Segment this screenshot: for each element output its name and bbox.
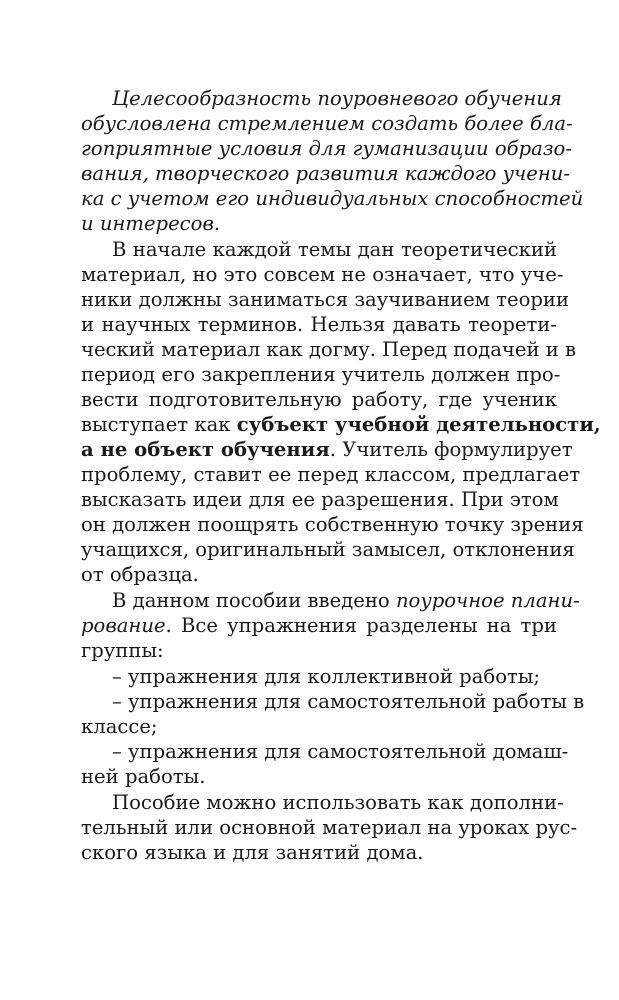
text-line: ческий материал как догму. Перед подачей и в [81,338,577,361]
text-line: вести подготовительную работу, где ученик [81,388,557,411]
text-line: он должен поощрять собственную точку зрения [81,513,584,536]
text-line: высказать идеи для ее разрешения. При этом [81,488,559,511]
text-line: тельный или основной материал на уроках рус- [81,816,578,839]
text-line: обусловлена стремлением создать более бла- [81,112,573,135]
text-segment: . Учитель формулирует [329,438,573,461]
text-line: ка с учетом его индивидуальных способностей [81,187,584,210]
bold-emphasis: а не объект обучения [81,438,330,461]
list-item-continuation: ней работы. [81,765,206,788]
text-line [112,588,580,613]
bold-emphasis: субъект учебной деятельности, [236,413,601,436]
text-line: гоприятные условия для гуманизации образо- [81,137,572,160]
text-line: материал, но это совсем не означает, что уче- [81,263,564,286]
list-item: – упражнения для коллективной работы; [112,665,541,688]
italic-emphasis: рование [81,614,166,637]
text-line: учащихся, оригинальный замысел, отклонения [81,538,575,561]
text-segment: выступает как [81,413,237,436]
text-segment: . Все упражнения разделены на три [165,614,557,637]
text-line [81,613,557,638]
text-line: период его закрепления учитель должен про- [81,363,561,386]
text-line: проблему, ставит ее перед классом, предлагает [81,463,581,486]
text-line: от образца. [81,563,199,586]
text-line: ники должны заниматься заучиванием теории [81,288,570,311]
list-item: – упражнения для самостоятельной домаш- [112,740,569,763]
text-line: и научных терминов. Нельзя давать теорети- [81,313,557,336]
text-line: группы: [81,639,164,662]
text-line [81,412,601,437]
text-line: Целесообразность поуровневого обучения [112,87,562,110]
text-line [81,437,573,462]
text-line: Пособие можно использовать как дополни- [112,791,564,814]
text-line: вания, творческого развития каждого учени- [81,162,570,185]
list-item-continuation: классе; [81,715,158,738]
text-segment: В данном пособии введено [112,589,396,612]
text-line: В начале каждой темы дан теоретический [112,238,557,261]
italic-emphasis: поурочное плани- [395,589,580,612]
list-item: – упражнения для самостоятельной работы в [112,690,585,713]
text-line: ского языка и для занятий дома. [81,841,424,864]
text-line: и интересов. [81,212,221,235]
